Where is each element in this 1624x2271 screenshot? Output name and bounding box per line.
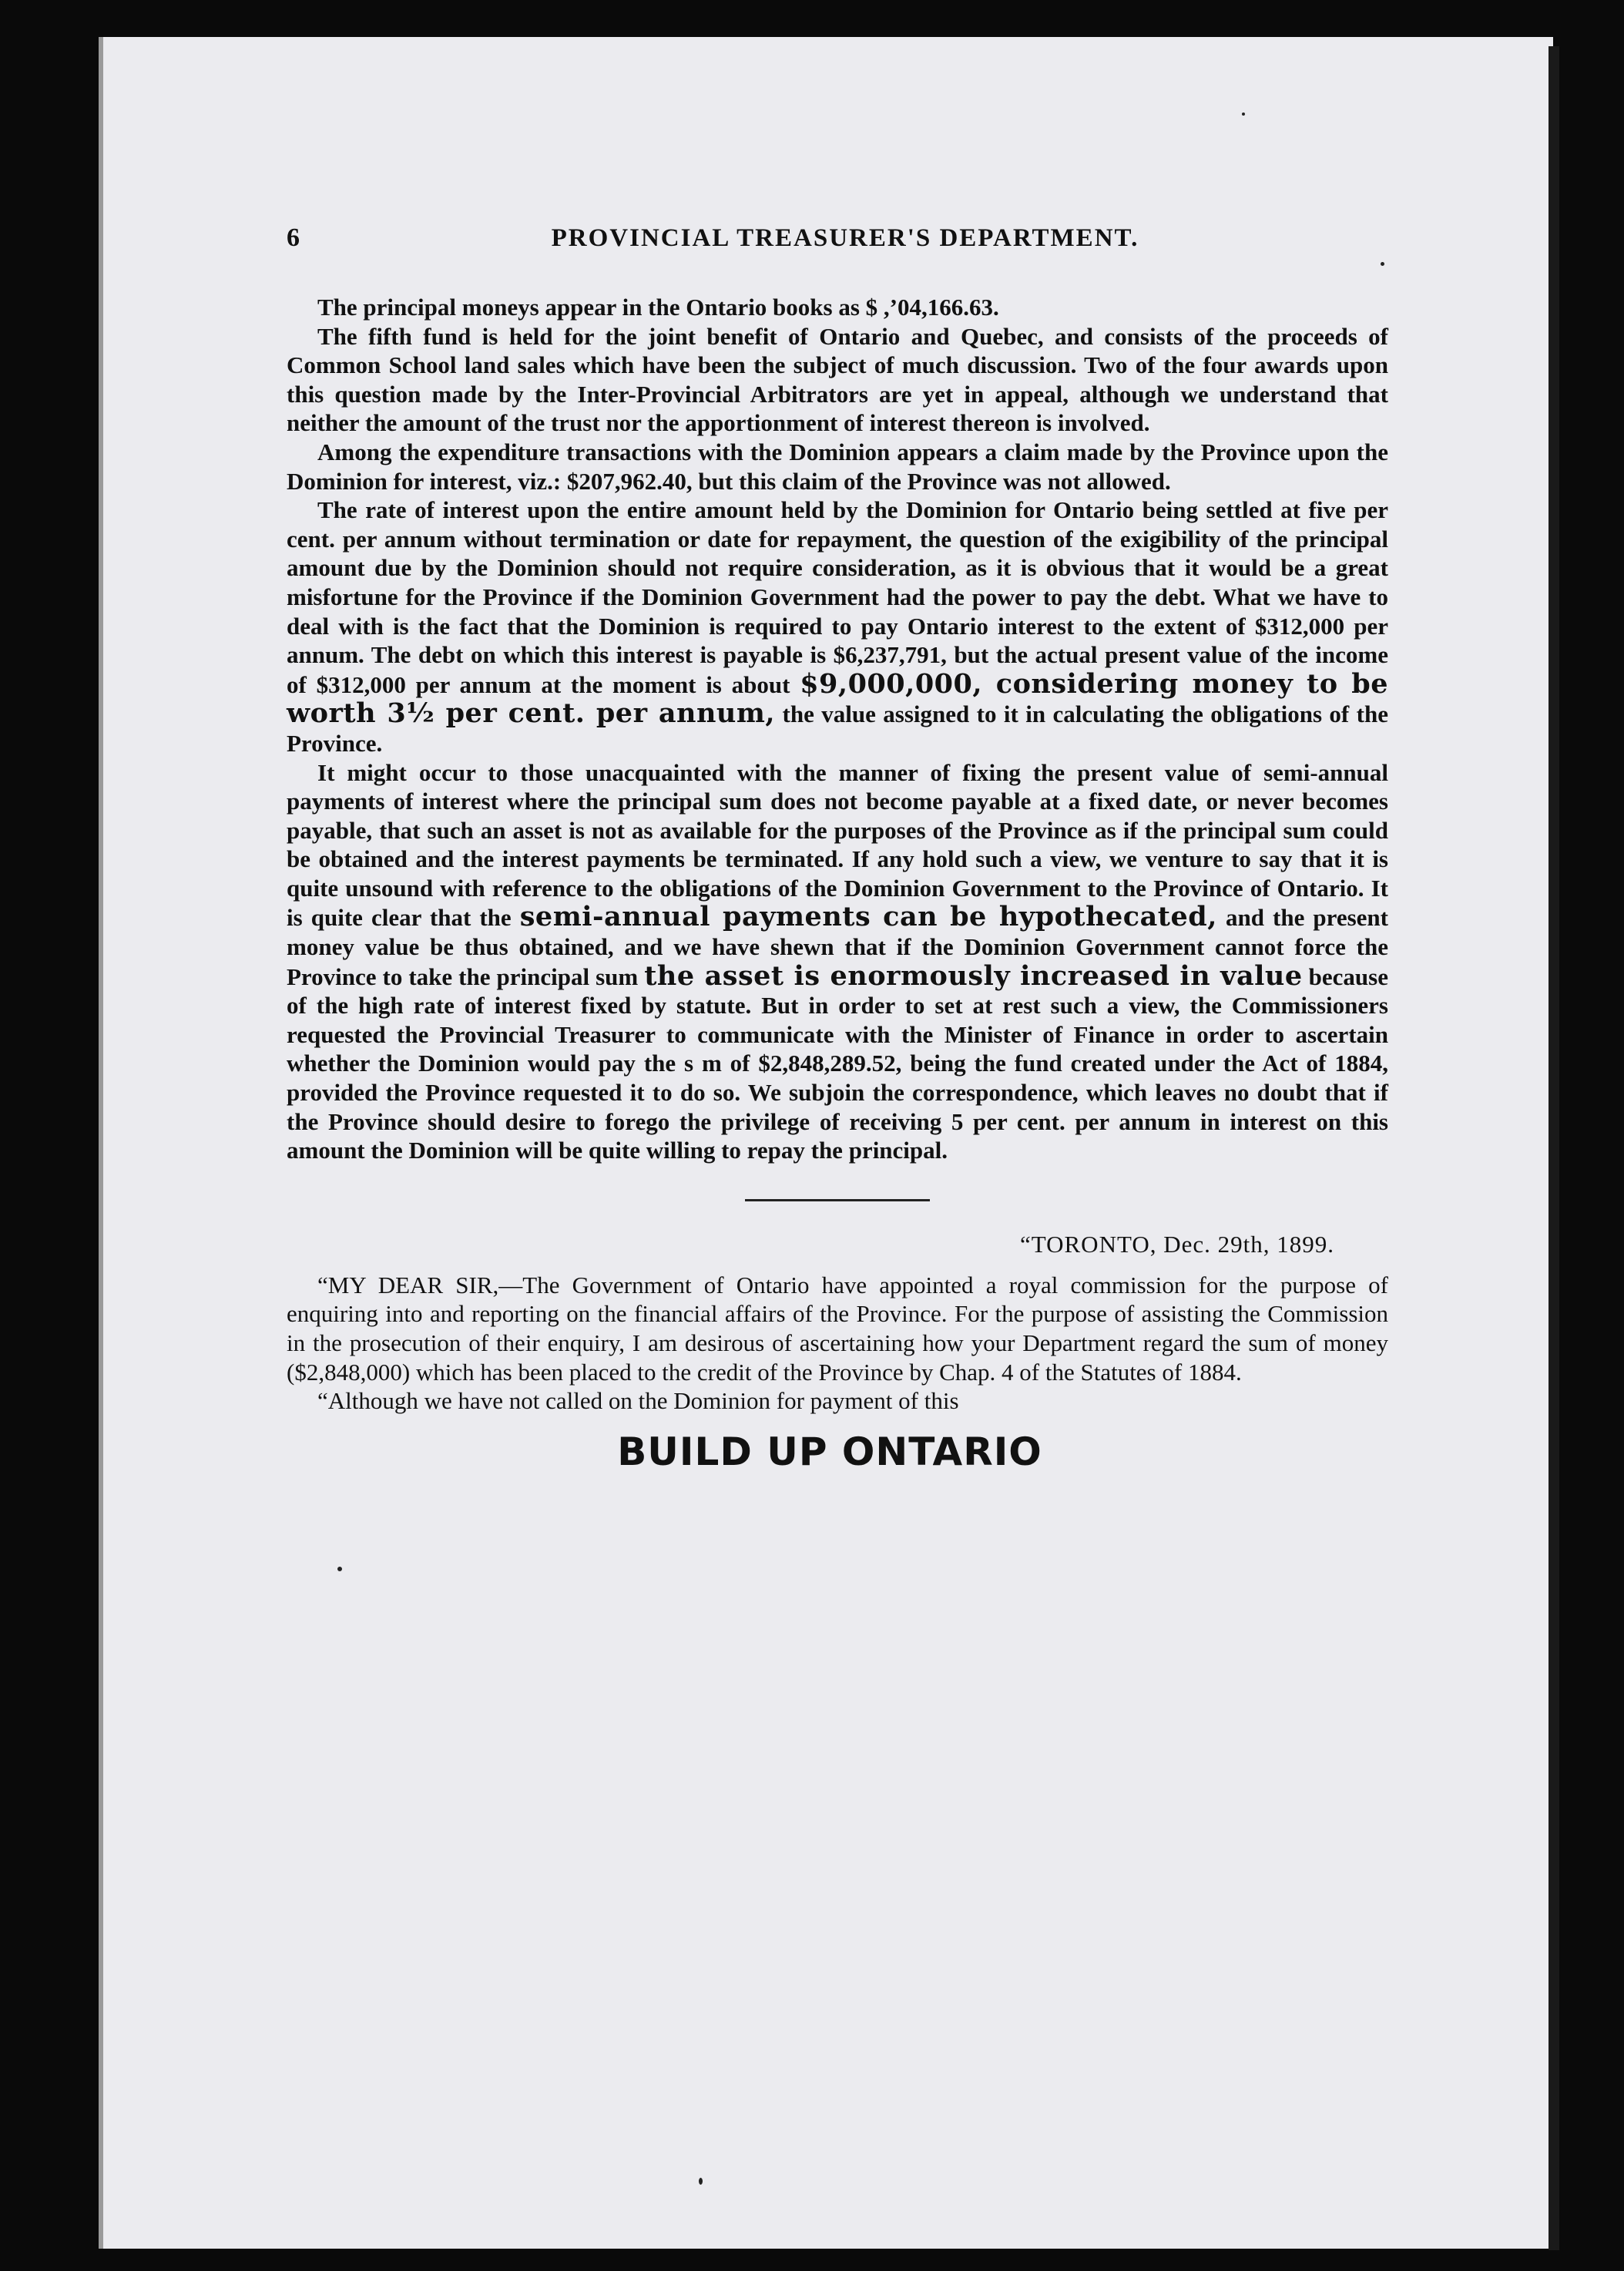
paragraph-expenditure-claim bbox=[287, 438, 1388, 496]
paragraph-text: The principal moneys appear in the Ontario books as $ ,’04,166.63. bbox=[317, 294, 999, 321]
scan-speck bbox=[1242, 113, 1245, 116]
footer-slogan: BUILD UP ONTARIO bbox=[617, 1429, 1042, 1474]
page-content bbox=[287, 223, 1388, 2227]
page-edge-shadow bbox=[1549, 46, 1559, 2250]
page-number: 6 bbox=[287, 223, 300, 252]
paragraph-text: the value assigned to it in calculating the obligations of the Province. bbox=[287, 700, 1388, 757]
section-divider bbox=[745, 1199, 930, 1201]
emphasis-hypothecated: semi-annual payments can be hypothecated, bbox=[519, 901, 1217, 933]
paragraph-rate-of-interest bbox=[287, 496, 1388, 758]
emphasis-asset-increased: the asset is enormously increased in value bbox=[644, 959, 1303, 992]
paragraph-text: The fifth fund is held for the joint benefit of Ontario and Quebec, and consists of the proceeds of Common School land sales which have been the subject of much discussion. Two of the four awards upon this question made by the Inter-Provincial Arbitrators are yet in appeal, although we understand that neither the amount of the trust nor the apportionment of interest thereon is involved. bbox=[287, 322, 1388, 437]
letter-paragraph: “Although we have not called on the Dominion for payment of this bbox=[317, 1387, 959, 1415]
paragraph-semi-annual-payments bbox=[287, 758, 1388, 1165]
letter-paragraph: “MY DEAR SIR,—The Government of Ontario have appointed a royal commission for the purpose of enquiring into and reporting on the financial affairs of the Province. For the purpose of assisting the Commission in the prosecution of their enquiry, I am desirous of ascertaining how your Department regard the sum of money ($2,848,000) which has been placed to the credit of the Province by Chap. 4 of the Statutes of 1884. bbox=[287, 1271, 1388, 1386]
paragraph-principal-moneys bbox=[287, 293, 1388, 322]
running-title: PROVINCIAL TREASURER'S DEPARTMENT. bbox=[551, 224, 1139, 252]
paragraph-text: Among the expenditure transactions with the Dominion appears a claim made by the Province upon the Dominion for interest, viz.: $207,962.40, but this claim of the Province was not allowed. bbox=[287, 438, 1388, 495]
emphasis-present-value: $9,000,000, considering money to be worth 3½ per cent. per annum, bbox=[287, 667, 1388, 730]
running-head bbox=[287, 223, 1388, 270]
paragraph-text: and the present money value be thus obtained, and we have shewn that if the Dominion Government cannot force the Province to take the principal sum bbox=[287, 904, 1388, 990]
paragraph-fifth-fund bbox=[287, 322, 1388, 438]
paragraph-text: The rate of interest upon the entire amount held by the Dominion for Ontario being settled at five per cent. per annum without termination or date for repayment, the question of the exigibility of the principal amount due by the Dominion should not require consideration, as it is obvious that it would be a great misfortune for the Province if the Dominion Government had the power to pay the debt. What we have to deal with is the fact that the Dominion is required to pay Ontario interest to the extent of $312,000 per annum. The debt on which this interest is payable is $6,237,791, but the actual present value of the income of $312,000 per annum at the moment is about bbox=[287, 496, 1388, 698]
letter-dateline: “TORONTO, Dec. 29th, 1899. bbox=[1019, 1230, 1334, 1258]
paragraph-text: because of the high rate of interest fixed by statute. But in order to set at rest such a view, the Commissioners requested the Provincial Treasurer to communicate with the Minister of Finance in order to ascertain whether the Dominion would pay the s m of $2,848,289.52, being the fund created under the Act of 1884, provided the Province requested it to do so. We subjoin the correspondence, which leaves no doubt that if the Province should desire to forego the privilege of receiving 5 per cent. per annum in interest on this amount the Dominion will be quite willing to repay the principal. bbox=[287, 962, 1388, 1164]
paragraph-text: It might occur to those unacquainted with the manner of fixing the present value of semi-annual payments of interest where the principal sum does not become payable at a fixed date, or never becomes payable, that such an asset is not as available for the purposes of the Province as if the principal sum could be obtained and the interest payments be terminated. If any hold such a view, we venture to say that it is quite unsound with reference to the obligations of the Dominion Government to the Province of Ontario. It is quite clear that the bbox=[287, 758, 1388, 932]
